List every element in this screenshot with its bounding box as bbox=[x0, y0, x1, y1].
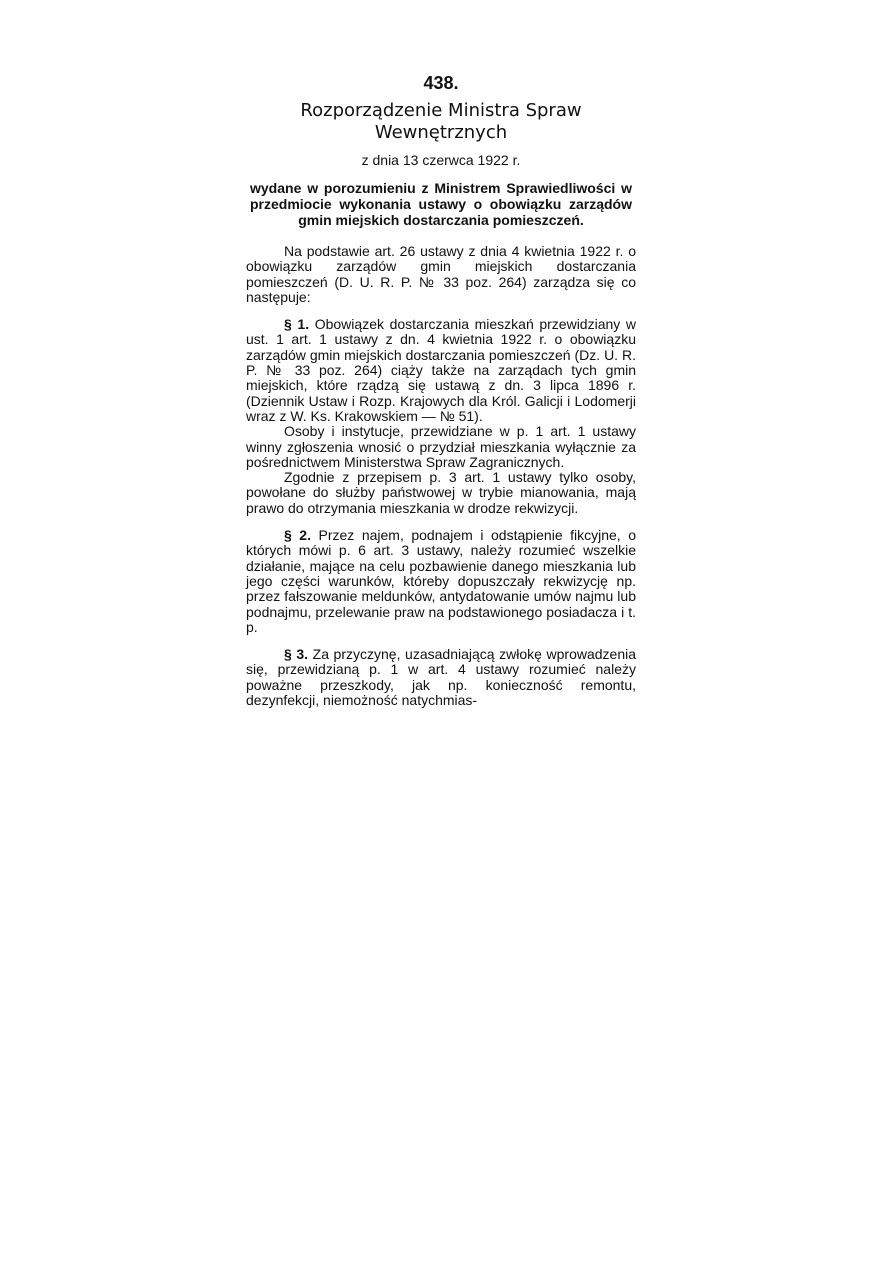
section-1-paragraph-2-text: Osoby i instytucje, przewidziane w p. 1 art. 1 ustawy winny zgłoszenia wnosić o przydział mieszkania wyłącznie za pośrednictwem Ministerstwa Spraw Zagranicznych. bbox=[246, 423, 636, 470]
section-1-paragraph-3-text: Zgodnie z przepisem p. 3 art. 1 ustawy tylko osoby, powołane do służby państwowej w trybie mianowania, mają prawo do otrzymania mieszkania w drodze rekwizycji. bbox=[246, 469, 636, 516]
section-3 bbox=[246, 647, 636, 708]
section-1-paragraph-2 bbox=[246, 424, 636, 470]
document-subtitle: wydane w porozumieniu z Ministrem Sprawiedliwości w przedmiocie wykonania ustawy o obowiązku zarządów gmin miejskich dostarczania pomieszczeń. bbox=[250, 180, 632, 228]
section-1 bbox=[246, 317, 636, 424]
section-2-text: Przez najem, podnajem i odstąpienie fikcyjne, o których mówi p. 6 art. 3 ustawy, należy rozumieć wszelkie działanie, mające na celu pozbawienie danego mieszkania lub jego części warunków, któreby dopuszczały rekwizycję np. przez fałszowanie meldunków, antydatowanie umów najmu lub podnajmu, przelewanie praw na podstawionego posiadacza i t. p. bbox=[246, 527, 637, 635]
section-2 bbox=[246, 528, 636, 635]
document-page bbox=[246, 73, 636, 708]
preamble: Na podstawie art. 26 ustawy z dnia 4 kwietnia 1922 r. o obowiązku zarządów gmin miejskich dostarczania pomieszczeń (D. U. R. P. № 33 poz. 264) zarządza się co następuje: bbox=[246, 243, 636, 305]
document-date: z dnia 13 czerwca 1922 r. bbox=[361, 152, 521, 168]
section-1-paragraph-3 bbox=[246, 470, 636, 516]
section-3-label: § 3. bbox=[284, 646, 309, 663]
section-1-text: Obowiązek dostarczania mieszkań przewidziany w ust. 1 art. 1 ustawy z dn. 4 kwietnia 1922 r. o obowiązku zarządów gmin miejskich dostarczania pomieszczeń (Dz. U. R. P. № 33 poz. 264) ciąży także na zarządach tych gmin miejskich, które rządzą się ustawą z dn. 3 lipca 1896 r. (Dziennik Ustaw i Rozp. Krajowych dla Król. Galicji i Lodomerji wraz z W. Ks. Krakowskiem — № 51). bbox=[246, 316, 637, 424]
section-3-text: Za przyczynę, uzasadniającą zwłokę wprowadzenia się, przewidzianą p. 1 w art. 4 ustawy rozumieć należy poważne przeszkody, jak np. konieczność remontu, dezynfekcji, niemożność natychmias- bbox=[246, 646, 637, 709]
page-number: 438. bbox=[423, 73, 459, 93]
section-2-label: § 2. bbox=[284, 527, 311, 544]
section-1-label: § 1. bbox=[284, 316, 310, 333]
document-title: Rozporządzenie Ministra Spraw Wewnętrznych bbox=[300, 100, 582, 143]
